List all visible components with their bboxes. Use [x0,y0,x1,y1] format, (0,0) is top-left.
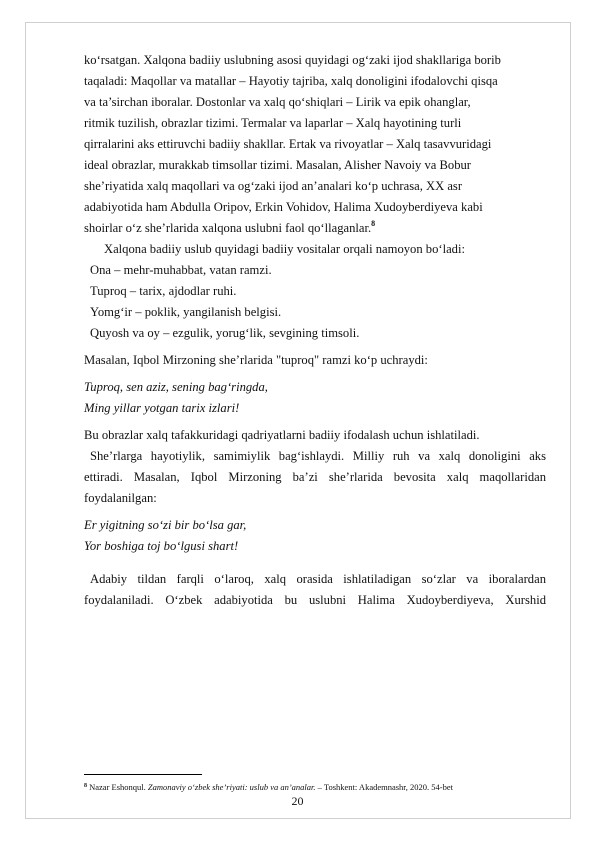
poem-line: Ming yillar yotgan tarix izlari! [84,401,240,415]
poem-excerpt-1 [84,377,546,419]
poem-line: Tuproq, sen aziz, sening bag‘ringda, [84,380,268,394]
footnote-reference[interactable]: 8 [371,219,376,228]
footnote-publication: – Toshkent: Akademnashr, 2020. 54-bet [317,782,454,792]
list-item: Tuproq – tarix, ajdodlar ruhi. [90,284,237,298]
list-item: Ona – mehr-muhabbat, vatan ramzi. [90,263,272,277]
text-line: she’riyatida xalq maqollari va og‘zaki ijod an’analari ko‘p uchrasa, XX asr [84,179,463,193]
poem-excerpt-2 [84,515,546,557]
footnote [84,782,453,792]
text-line: ettiradi. Masalan, Iqbol Mirzoning ba’zi she’rlarida bevosita xalq maqollaridan [84,470,546,484]
list-item: Quyosh va oy – ezgulik, yorug‘lik, sevgining timsoli. [90,326,360,340]
footnote-marker: 8 [84,783,87,789]
footnote-title: Zamonaviy o‘zbek she’riyati: uslub va an’analar. [147,782,316,792]
text-line: ko‘rsatgan. Xalqona badiiy uslubning asosi quyidagi og‘zaki ijod shakllariga borib [84,53,501,67]
text-line: She’rlarga hayotiylik, samimiylik bag‘ishlaydi. Milliy ruh va xalq donoligini aks [90,449,546,463]
text-line: foydalanilgan: [84,491,157,505]
text-line: Adabiy tildan farqli o‘laroq, xalq orasida ishlatiladigan so‘zlar va iboralardan [90,572,546,586]
page-content [84,50,546,611]
text-line [84,218,546,239]
list-item: Yomg‘ir – poklik, yangilanish belgisi. [90,305,282,319]
text-line: foydalaniladi. O‘zbek adabiyotida bu uslubni Halima Xudoyberdiyeva, Xurshid [84,593,546,607]
poem-line: Yor boshiga toj bo‘lgusi shart! [84,539,239,553]
example-conclusion: Bu obrazlar xalq tafakkuridagi qadriyatlarni badiiy ifodalash uchun ishlatiladi. [84,428,480,442]
text-line: ideal obrazlar, murakkab timsollar tizimi. Masalan, Alisher Navoiy va Bobur [84,158,471,172]
paragraph-1 [84,50,546,239]
text-line: adabiyotida ham Abdulla Oripov, Erkin Vohidov, Halima Xudoyberdiyeva kabi [84,200,483,214]
paragraph-3 [84,569,546,611]
page-number: 20 [291,794,304,808]
text-line: qirralarini aks ettiruvchi badiiy shakllar. Ertak va rivoyatlar – Xalq tasavvuridagi [84,137,492,151]
text-line: taqaladi: Maqollar va matallar – Hayotiy tajriba, xalq donoligini ifodalovchi qisqa [84,74,498,88]
example-intro: Masalan, Iqbol Mirzoning she’rlarida "tuproq" ramzi ko‘p uchraydi: [84,353,428,367]
footnote-separator [84,774,202,775]
symbols-list [84,260,546,344]
footnote-author: Nazar Eshonqul. [89,782,146,792]
symbols-intro: Xalqona badiiy uslub quyidagi badiiy vositalar orqali namoyon bo‘ladi: [104,242,465,256]
text-line-content: shoirlar o‘z she’rlarida xalqona uslubni faol qo‘llaganlar. [84,221,372,235]
text-line: va ta’sirchan iboralar. Dostonlar va xalq qo‘shiqlari – Lirik va epik ohanglar, [84,95,471,109]
poem-line: Er yigitning so‘zi bir bo‘lsa gar, [84,518,247,532]
text-line: ritmik tuzilish, obrazlar tizimi. Termalar va laparlar – Xalq hayotining turli [84,116,462,130]
paragraph-2 [84,446,546,509]
